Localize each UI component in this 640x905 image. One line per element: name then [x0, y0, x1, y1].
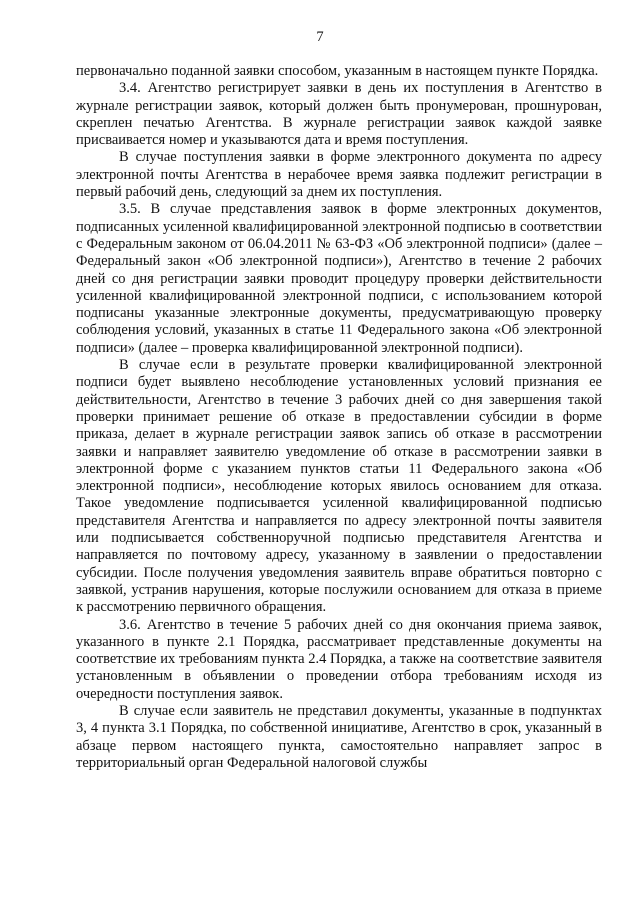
- paragraph-continuation: первоначально поданной заявки способом, указанным в настоящем пункте Порядка.: [76, 63, 599, 79]
- paragraph-missing-documents: В случае если заявитель не представил документы, указанные в подпунктах 3, 4 пункта 3.1 Порядка, по собственной инициативе, Агентство в срок, указанный в абзаце первом настоящего пункта, самостоятельно направляет запрос в территориальный орган Федеральной налоговой службы: [76, 702, 602, 771]
- paragraph-3-6: 3.6. Агентство в течение 5 рабочих дней со дня окончания приема заявок, указанного в пункте 2.1 Порядка, рассматривает представленные документы на соответствие их требованиям пункта 2.4 Порядка, а также на соответствие заявителя установленным в объявлении о проведении отбора требованиям исходя из очередности поступления заявок.: [76, 616, 602, 702]
- page-number: 7: [316, 29, 324, 45]
- paragraph-3-5: 3.5. В случае представления заявок в форме электронных документов, подписанных усиленной квалифицированной электронной подписью в соответствии с Федеральным законом от 06.04.2011 № 63-ФЗ «Об электронной подписи» (далее – Федеральный закон «Об электронной подписи»), Агентство в течение 2 рабочих дней со дня регистрации заявки проводит процедуру проверки действительности усиленной квалифицированной электронной подписи, с использованием которой подписаны указанные электронные документы, предусматривающую проверку соблюдения условий, указанных в статье 11 Федерального закона «Об электронной подписи» (далее – проверка квалифицированной электронной подписи).: [76, 201, 602, 356]
- paragraph-email-registration: В случае поступления заявки в форме электронного документа по адресу электронной почты Агентства в нерабочее время заявка подлежит регистрации в первый рабочий день, следующий за днем их поступления.: [76, 149, 602, 201]
- paragraph-signature-check-failure: В случае если в результате проверки квалифицированной электронной подписи будет выявлено несоблюдение установленных условий признания ее действительности, Агентство в течение 3 рабочих дней со дня завершения такой проверки принимает решение об отказе в предоставлении субсидии в форме приказа, делает в журнале регистрации заявок запись об отказе в рассмотрении заявки и направляет заявителю уведомление об отказе в рассмотрении заявки в электронной форме с указанием пунктов статьи 11 Федерального закона «Об электронной подписи», несоблюдение которых явилось основанием для отказа. Такое уведомление подписывается усиленной квалифицированной подписью представителя Агентства и направляется по адресу электронной почты заявителя или подписывается собственноручной подписью представителя Агентства и направляется по почтовому адресу, указанному в заявлении о предоставлении субсидии. После получения уведомления заявитель вправе обратиться повторно с заявкой, устранив нарушения, которые послужили основанием для отказа в приеме к рассмотрению первичного обращения.: [76, 357, 602, 616]
- document-body: [76, 63, 602, 772]
- paragraph-3-4: 3.4. Агентство регистрирует заявки в день их поступления в Агентство в журнале регистрации заявок, который должен быть пронумерован, прошнурован, скреплен печатью Агентства. В журнале регистрации заявок каждой заявке присваивается номер и указываются дата и время поступления.: [76, 80, 602, 149]
